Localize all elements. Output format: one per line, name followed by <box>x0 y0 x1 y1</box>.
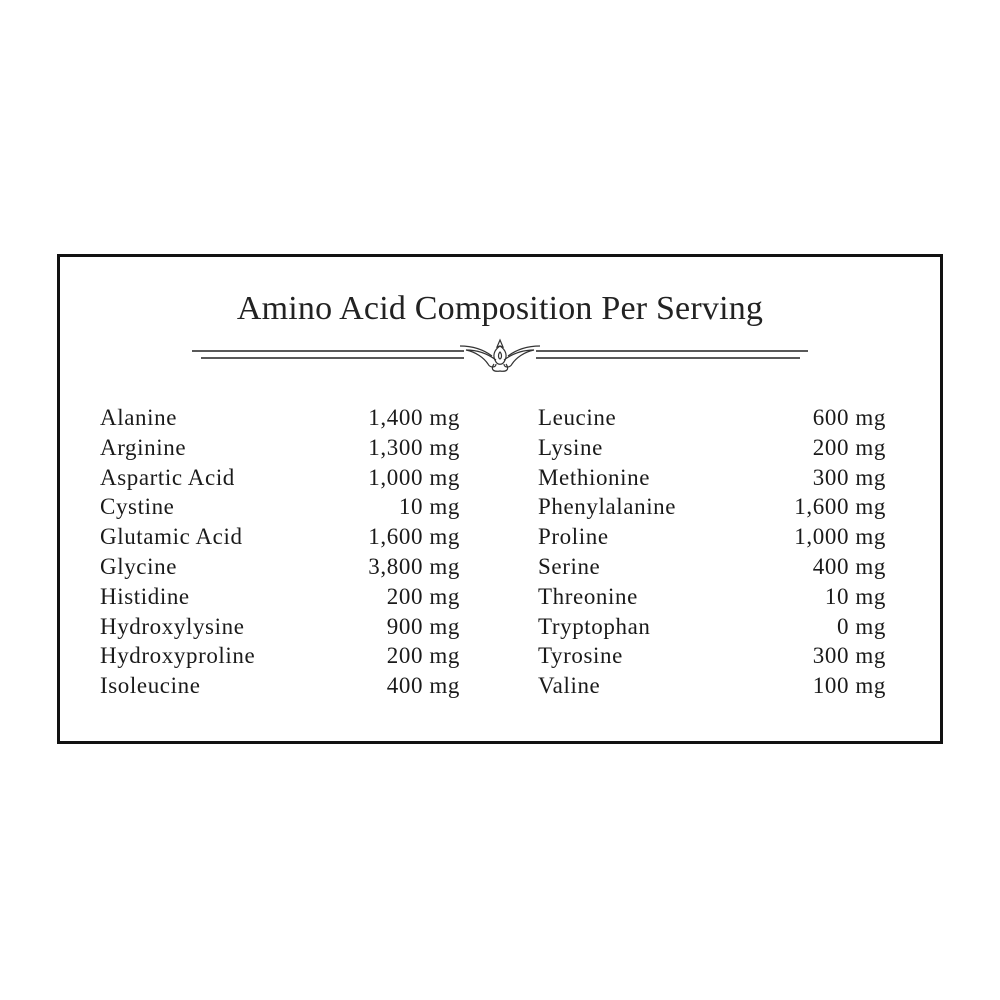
list-item <box>100 641 460 671</box>
amino-list-left <box>100 403 460 701</box>
amino-name: Hydroxylysine <box>100 613 245 639</box>
amino-name: Aspartic Acid <box>100 464 235 490</box>
amino-amount: 0 mg <box>836 613 886 639</box>
amino-amount: 900 mg <box>386 613 460 639</box>
amino-amount: 1,600 mg <box>368 524 460 550</box>
amino-name: Alanine <box>100 405 178 430</box>
decorative-divider <box>190 336 810 376</box>
amino-name: Methionine <box>538 464 651 490</box>
amino-amount: 1,400 mg <box>368 405 460 430</box>
amino-amount: 1,600 mg <box>794 494 886 520</box>
amino-amount: 1,000 mg <box>368 464 460 490</box>
amino-amount: 100 mg <box>812 673 886 699</box>
amino-name: Proline <box>538 524 609 550</box>
amino-name: Lysine <box>538 434 603 460</box>
amino-name: Cystine <box>100 494 175 520</box>
list-item <box>100 522 460 552</box>
amino-amount: 300 mg <box>812 643 886 669</box>
amino-name: Threonine <box>538 583 638 609</box>
list-item <box>538 492 886 522</box>
amino-amount: 1,300 mg <box>368 434 460 460</box>
amino-name: Phenylalanine <box>538 494 677 520</box>
amino-amount: 10 mg <box>824 583 886 609</box>
list-item <box>100 612 460 642</box>
amino-amount: 1,000 mg <box>794 524 886 550</box>
list-item <box>538 641 886 671</box>
list-item <box>538 522 886 552</box>
amino-amount: 200 mg <box>386 643 460 669</box>
flourish-ornament-icon <box>460 340 540 371</box>
amino-name: Isoleucine <box>100 673 201 699</box>
amino-amount: 400 mg <box>812 553 886 579</box>
amino-amount: 10 mg <box>398 494 460 520</box>
amino-name: Arginine <box>100 434 187 460</box>
list-item <box>100 552 460 582</box>
list-item <box>100 582 460 612</box>
list-item <box>100 463 460 493</box>
amino-name: Tryptophan <box>538 613 651 639</box>
list-item <box>538 671 886 701</box>
list-item <box>100 433 460 463</box>
amino-name: Glycine <box>100 553 178 579</box>
list-item <box>538 433 886 463</box>
list-item <box>538 463 886 493</box>
amino-amount: 600 mg <box>812 405 886 430</box>
amino-name: Histidine <box>100 583 190 609</box>
panel-title: Amino Acid Composition Per Serving <box>236 290 764 327</box>
list-item <box>100 403 460 433</box>
amino-name: Tyrosine <box>538 643 623 669</box>
list-item <box>538 403 886 433</box>
list-item <box>538 552 886 582</box>
list-item <box>100 492 460 522</box>
amino-name: Serine <box>538 553 601 579</box>
amino-name: Glutamic Acid <box>100 524 243 550</box>
amino-list-right <box>538 403 886 701</box>
amino-amount: 200 mg <box>386 583 460 609</box>
list-item <box>100 671 460 701</box>
amino-name: Leucine <box>538 405 617 430</box>
amino-amount: 200 mg <box>812 434 886 460</box>
amino-name: Valine <box>538 673 601 699</box>
amino-amount: 3,800 mg <box>368 553 460 579</box>
amino-amount: 400 mg <box>386 673 460 699</box>
list-item <box>538 582 886 612</box>
amino-amount: 300 mg <box>812 464 886 490</box>
list-item <box>538 612 886 642</box>
amino-name: Hydroxyproline <box>100 643 256 669</box>
